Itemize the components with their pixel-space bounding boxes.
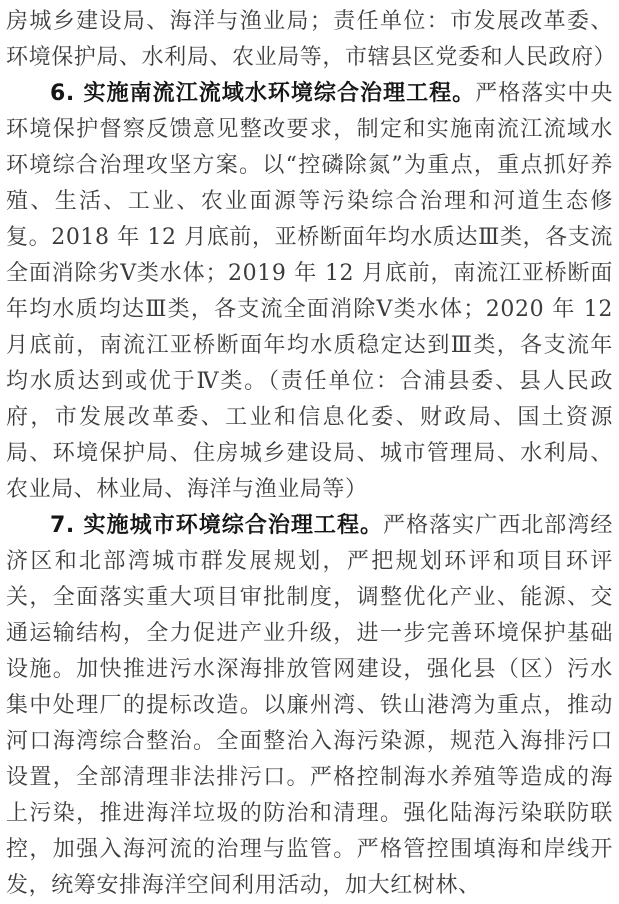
paragraph-continuation xyxy=(6,4,617,76)
section-6-body-text: 严格落实中央环境保护督察反馈意见整改要求，制定和实施南流江流域水环境综合治理攻坚方案。以“控磷除氮”为重点，重点抓好养殖、生活、工业、农业面源等污染综合治理和河道生态修复。2018 年 12 月底前，亚桥断面年均水质达Ⅲ类，各支流全面消除劣Ⅴ类水体；2019 年 12 月底前，南流江亚桥断面年均水质均达Ⅲ类，各支流全面消除Ⅴ类水体；2020 年 12 月底前，南流江亚桥断面年均水质稳定达到Ⅲ类，各支流年均水质达到或优于Ⅳ类。（责任单位：合浦县委、县人民政府，市发展改革委、工业和信息化委、财政局、国土资源局、环境保护局、住房城乡建设局、城市管理局、水利局、农业局、林业局、海洋与渔业局等） xyxy=(6,81,613,502)
section-7-body-text: 严格落实广西北部湾经济区和北部湾城市群发展规划，严把规划环评和项目环评关，全面落实重大项目审批制度，调整优化产业、能源、交通运输结构，全力促进产业升级，进一步完善环境保护基础设施。加快推进污水深海排放管网建设，强化县（区）污水集中处理厂的提标改造。以廉州湾、铁山港湾为重点，推动河口海湾综合整治。全面整治入海污染源，规范入海排污口设置，全部清理非法排污口。严格控制海水养殖等造成的海上污染，推进海洋垃圾的防治和清理。强化陆海污染联防联控，加强入海河流的治理与监管。严格管控围填海和岸线开发，统筹安排海洋空间利用活动，加大红树林、 xyxy=(6,513,613,898)
paragraph-section-6 xyxy=(6,76,613,508)
paragraph-section-7 xyxy=(6,508,613,904)
paragraph-continuation-text: 房城乡建设局、海洋与渔业局；责任单位：市发展改革委、环境保护局、水利局、农业局等，市辖县区党委和人民政府） xyxy=(6,9,617,70)
section-7-heading: 7. 实施城市环境综合治理工程。 xyxy=(50,513,384,538)
section-6-heading: 6. 实施南流江流域水环境综合治理工程。 xyxy=(50,81,476,106)
